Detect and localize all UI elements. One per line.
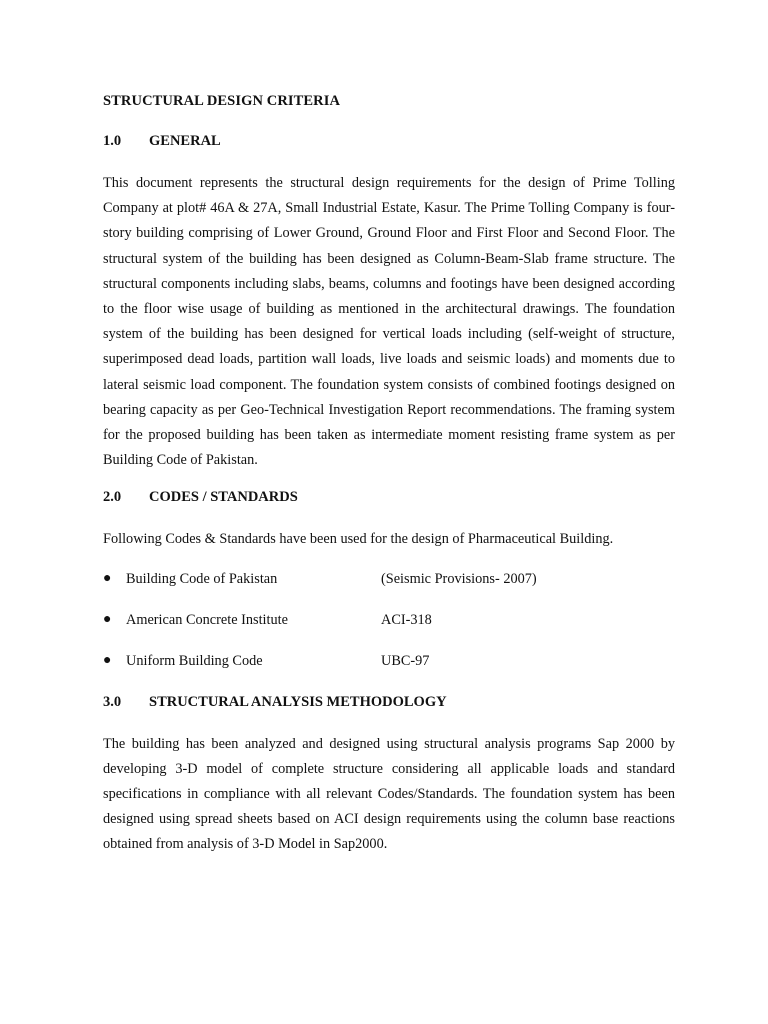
- section-number: 2.0: [103, 489, 122, 506]
- list-item: [103, 570, 675, 588]
- section-title: GENERAL: [149, 133, 221, 149]
- code-name: American Concrete Institute: [126, 611, 288, 628]
- code-reference: (Seismic Provisions- 2007): [381, 570, 537, 587]
- list-item: [103, 611, 675, 629]
- list-item: [103, 652, 675, 670]
- code-name: Uniform Building Code: [126, 652, 263, 669]
- bullet-icon: ●: [103, 611, 112, 627]
- methodology-paragraph: The building has been analyzed and designed using structural analysis programs Sap 2000 by developing 3-D model of complete structure considering all applicable loads and standard specifications in compliance with all relevant Codes/Standards. The foundation system has been designed using spread sheets based on ACI design requirements using the column base reactions obtained from analysis of 3-D Model in Sap2000.: [103, 735, 675, 853]
- code-reference: ACI-318: [381, 611, 432, 628]
- general-paragraph: This document represents the structural design requirements for the design of Prime Tolling Company at plot# 46A & 27A, Small Industrial Estate, Kasur. The Prime Tolling Company is four-story building comprising of Lower Ground, Ground Floor and First Floor and Second Floor. The structural system of the building has been designed as Column-Beam-Slab frame structure. The structural components including slabs, beams, columns and footings have been designed according to the floor wise usage of building as mentioned in the architectural drawings. The foundation system of the building has been designed for vertical loads including (self-weight of structure, superimposed dead loads, partition wall loads, live loads and seismic loads) and moments due to lateral seismic load component. The foundation system consists of combined footings designed on bearing capacity as per Geo-Technical Investigation Report recommendations. The framing system for the proposed building has been taken as intermediate moment resisting frame system as per Building Code of Pakistan.: [103, 175, 675, 469]
- section-title: CODES / STANDARDS: [149, 489, 298, 506]
- document-title: STRUCTURAL DESIGN CRITERIA: [103, 93, 341, 109]
- section-title: STRUCTURAL ANALYSIS METHODOLOGY: [149, 693, 447, 710]
- codes-list: [103, 570, 675, 670]
- section-number: 1.0: [103, 133, 122, 149]
- code-name: Building Code of Pakistan: [126, 570, 278, 587]
- bullet-icon: ●: [103, 652, 112, 668]
- section-heading-codes: [103, 488, 675, 506]
- section-heading-general: [103, 132, 675, 150]
- codes-intro-paragraph: Following Codes & Standards have been used for the design of Pharmaceutical Building.: [103, 531, 614, 548]
- section-number: 3.0: [103, 693, 122, 710]
- code-reference: UBC-97: [381, 652, 430, 669]
- bullet-icon: ●: [103, 570, 112, 586]
- document-page: [103, 92, 675, 873]
- section-heading-methodology: [103, 693, 675, 711]
